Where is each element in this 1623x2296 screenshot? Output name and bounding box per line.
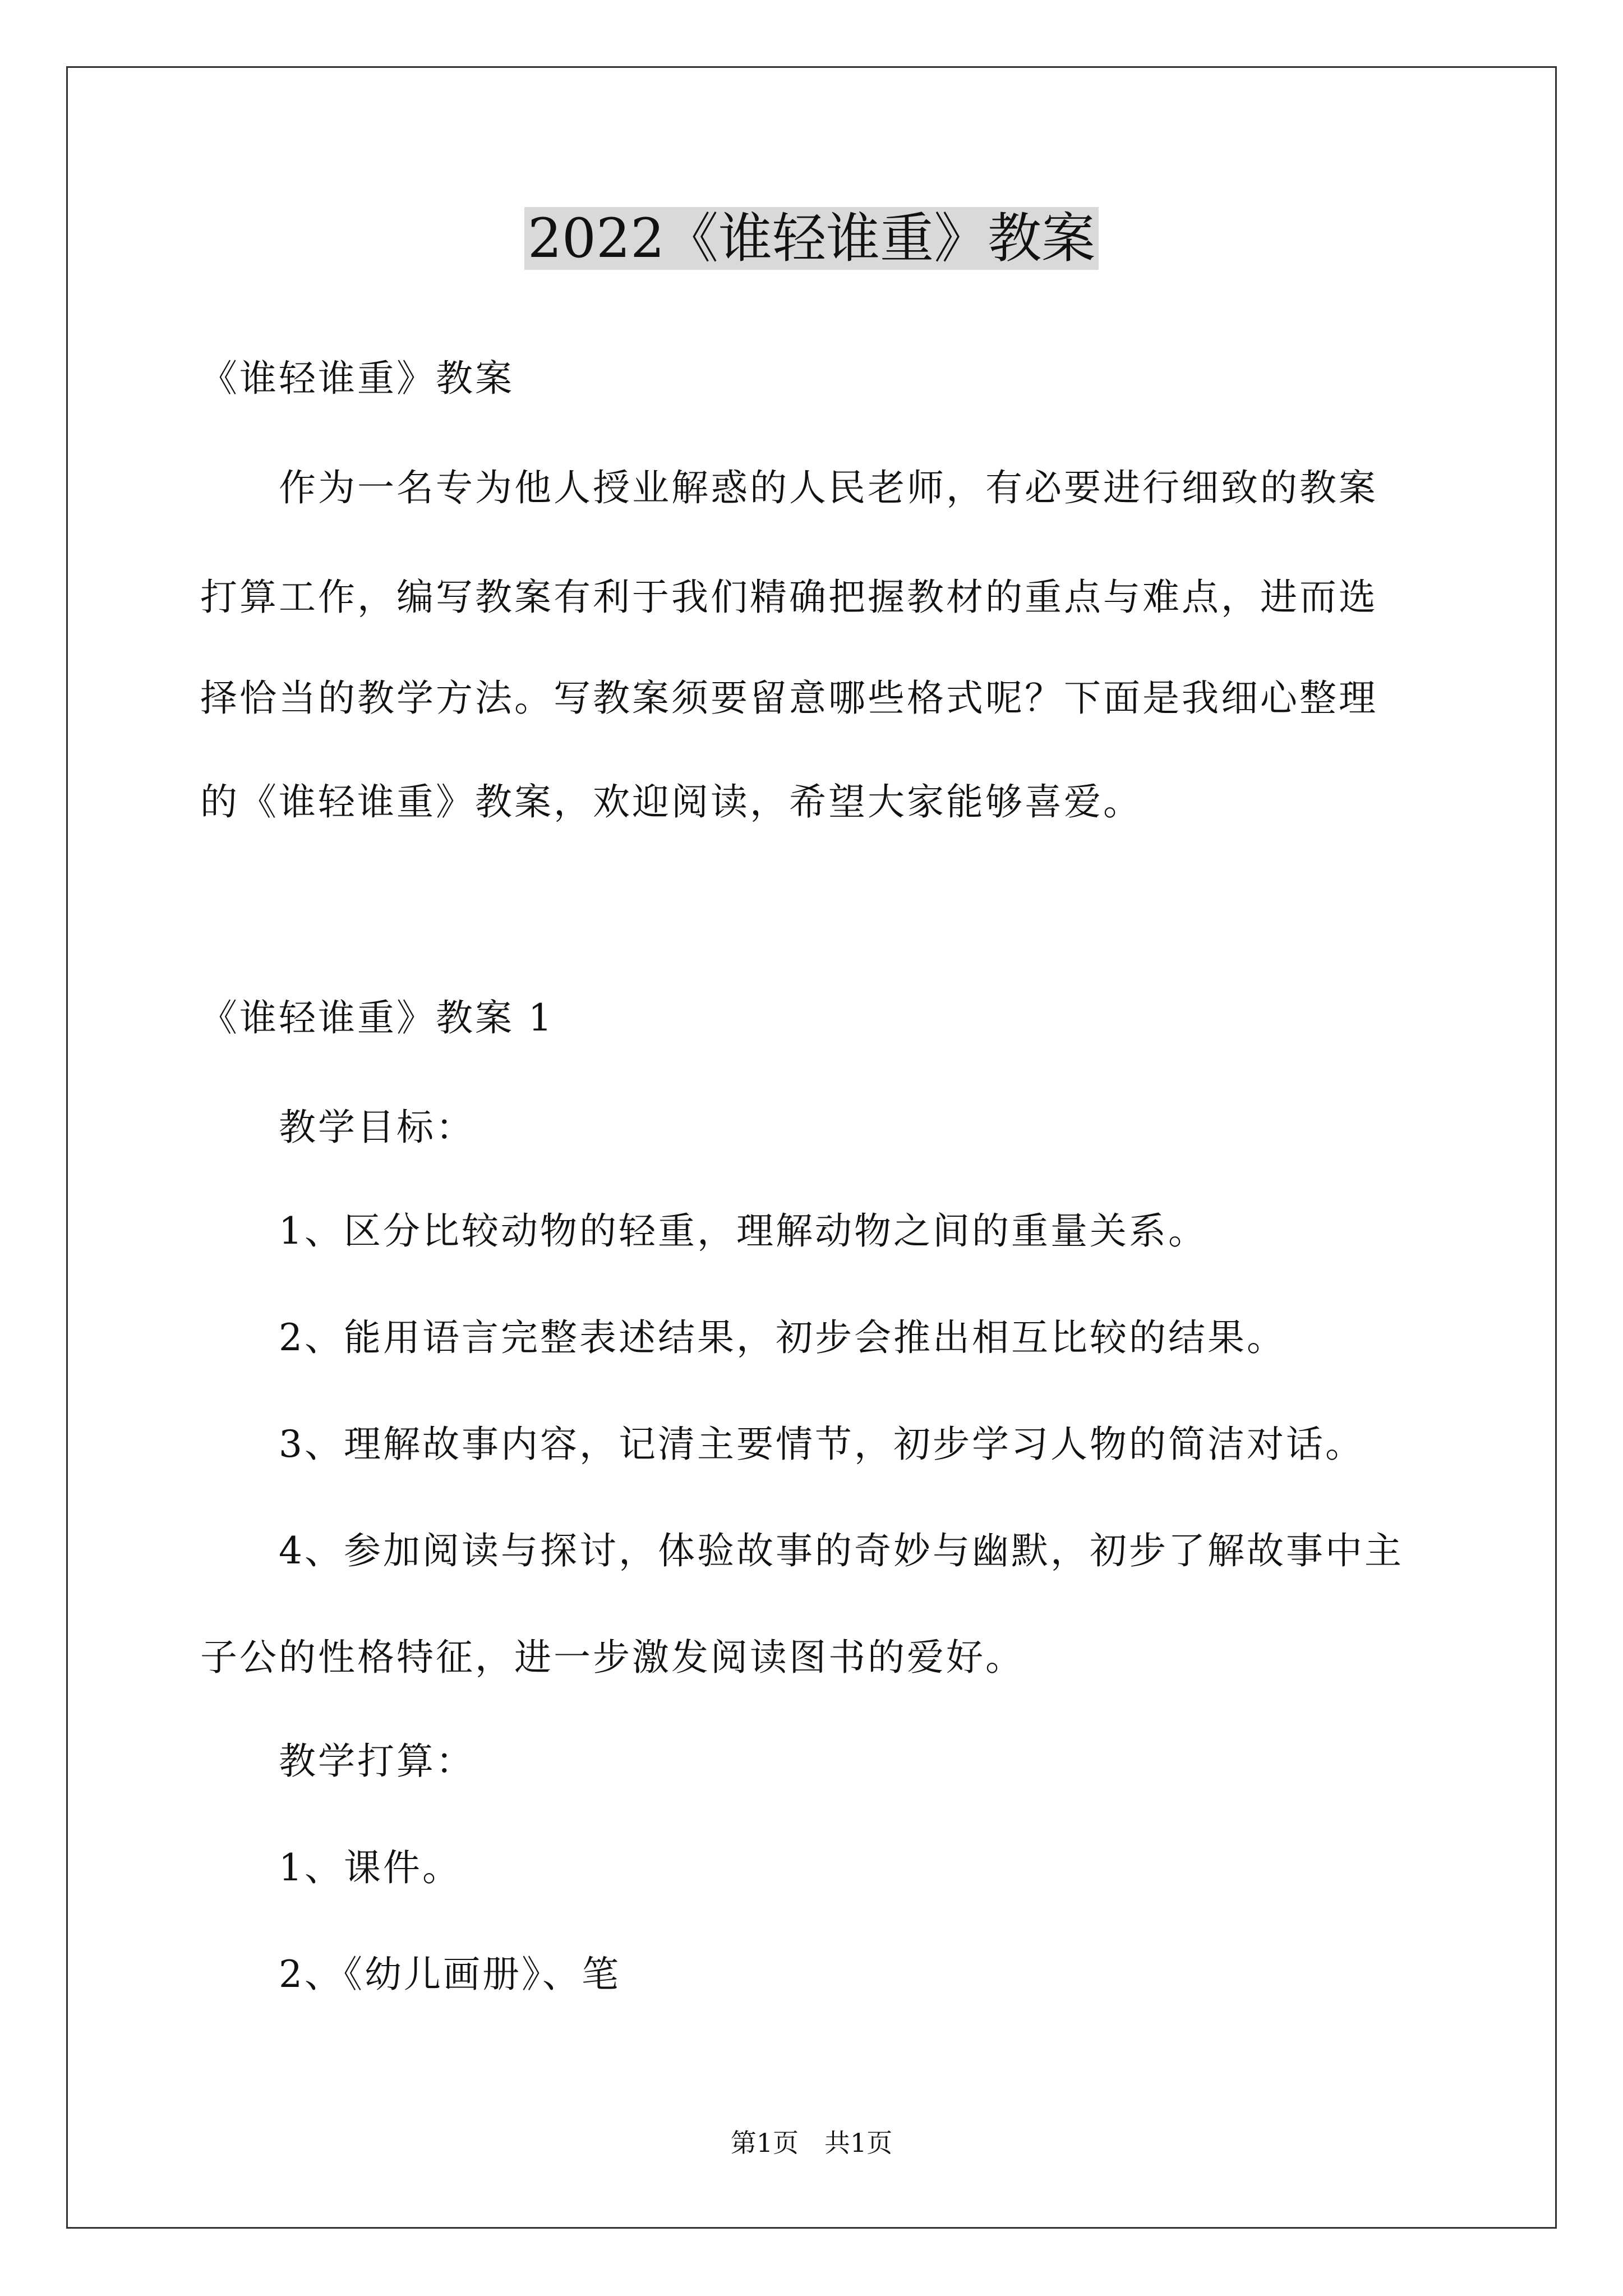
intro-line-1: 作为一名专为他人授业解惑的人民老师，有必要进行细致的教案 — [279, 466, 1378, 509]
goal-item-4: 4、参加阅读与探讨，体验故事的奇妙与幽默，初步了解故事中主 — [279, 1529, 1404, 1572]
document-title — [0, 199, 1623, 278]
intro-line-3: 择恰当的教学方法。写教案须要留意哪些格式呢？下面是我细心整理 — [200, 677, 1378, 720]
subtitle: 《谁轻谁重》教案 — [200, 357, 514, 400]
goal-item-4-cont: 子公的性格特征，进一步激发阅读图书的爱好。 — [200, 1636, 1025, 1679]
page-footer: 第1页 共1页 — [730, 2128, 893, 2158]
intro-line-2: 打算工作，编写教案有利于我们精确把握教材的重点与难点，进而选 — [200, 576, 1378, 619]
goals-heading: 教学目标： — [279, 1106, 475, 1149]
document-title-text: 2022《谁轻谁重》教案 — [524, 207, 1099, 270]
prep-heading: 教学打算： — [279, 1740, 475, 1783]
goal-item-2: 2、能用语言完整表述结果，初步会推出相互比较的结果。 — [279, 1316, 1286, 1359]
prep-item-2: 2、《幼儿画册》、笔 — [279, 1953, 621, 1996]
goal-item-1: 1、区分比较动物的轻重，理解动物之间的重量关系。 — [279, 1209, 1207, 1253]
section-title: 《谁轻谁重》教案 1 — [200, 996, 554, 1039]
prep-item-1: 1、课件。 — [279, 1846, 462, 1889]
intro-line-4: 的《谁轻谁重》教案，欢迎阅读，希望大家能够喜爱。 — [200, 780, 1142, 823]
goal-item-3: 3、理解故事内容，记清主要情节，初步学习人物的简洁对话。 — [279, 1423, 1364, 1466]
